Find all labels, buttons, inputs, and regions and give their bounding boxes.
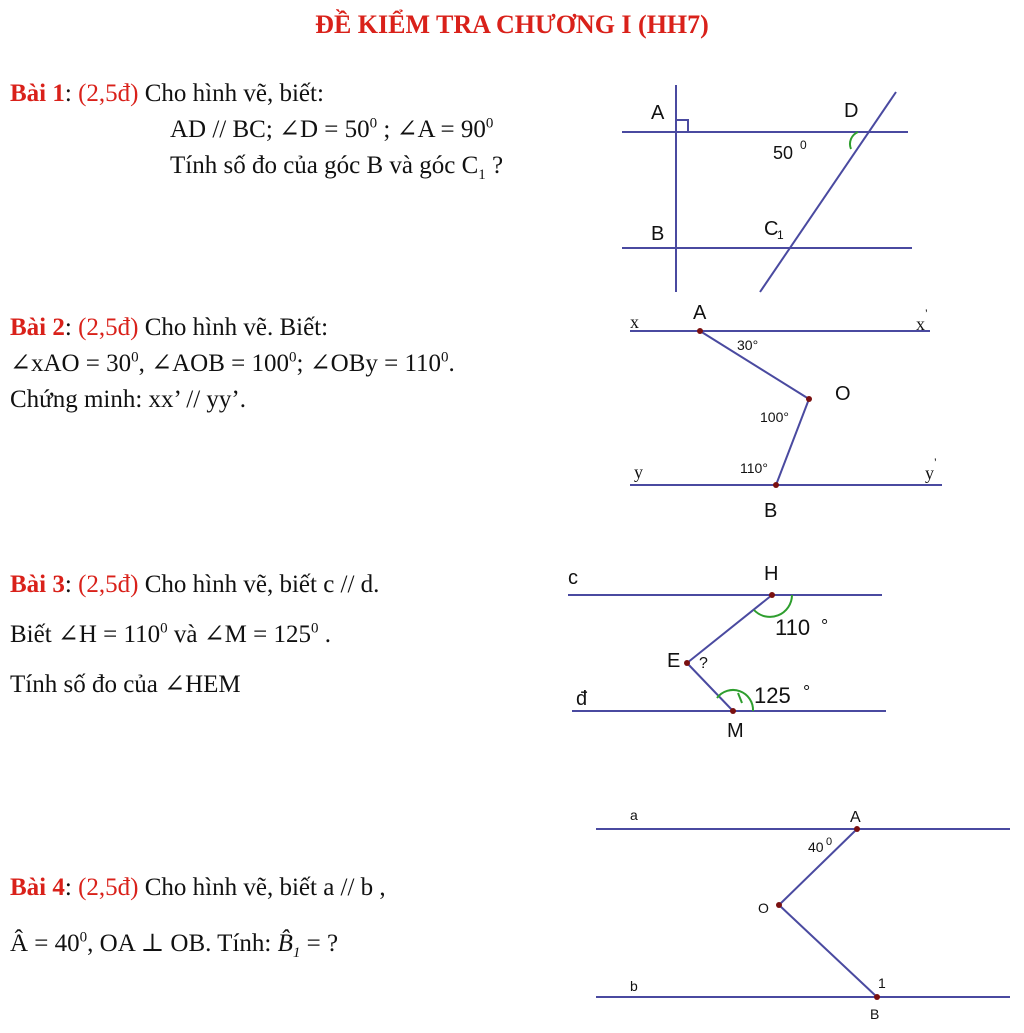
fig4-label-b-line: b	[630, 978, 638, 994]
fig2-label-a: A	[693, 302, 707, 324]
fig2-angle-100: 100°	[760, 409, 789, 425]
problem-4-intro: Cho hình vẽ, biết a // b ,	[144, 874, 386, 901]
fig4-label-o: O	[758, 900, 769, 916]
problem-1: Bài 1: (2,5đ) Cho hình vẽ, biết: AD // BC; ∠D = $50^0$ ; ∠A = $90^0$ Tính số đo của góc B và góc $C_1$ ?	[10, 80, 504, 183]
fig3-angle-110: 110	[775, 615, 811, 640]
problem-3-intro: Cho hình vẽ, biết c // d.	[144, 571, 380, 598]
fig1-angle-deg: 0	[800, 138, 807, 152]
fig3-label-q: ?	[699, 655, 708, 672]
problem-3: Bài 3: (2,5đ) Cho hình vẽ, biết c // d. Biết ∠H = $110^0$ và ∠M = $125^0$ . Tính số đo của ∠HEM	[10, 571, 380, 698]
fig3-segment-em	[687, 663, 733, 711]
problem-2-points: (2,5đ)	[78, 314, 139, 341]
problem-1-question: Tính số đo của góc B và góc C	[170, 152, 479, 179]
fig2-label-y: y	[634, 462, 643, 482]
problem-4: Bài 4: (2,5đ) Cho hình vẽ, biết a // b , Â = $40^0$, OA ⊥ OB. Tính: $B̂_1$ = ?	[10, 874, 386, 961]
fig2-label-x: x	[630, 312, 639, 332]
fig3-label-c: c	[568, 567, 578, 589]
fig3-point-m	[730, 708, 736, 714]
fig4-point-a	[854, 826, 860, 832]
fig1-label-c: C	[764, 218, 779, 240]
problem-2-intro: Cho hình vẽ. Biết:	[144, 314, 329, 341]
problem-1-given: AD // BC; ∠D = 50	[170, 116, 370, 143]
fig1-right-angle-mark	[676, 120, 688, 132]
fig2-point-a	[697, 328, 703, 334]
fig4-label-b: B	[870, 1006, 880, 1022]
fig1-line-dc	[760, 92, 896, 292]
fig4-label-a: A	[850, 809, 861, 826]
problem-1-label: Bài 1	[10, 80, 65, 107]
fig2-label-b: B	[764, 500, 778, 522]
problem-3-ask: Tính số đo của ∠HEM	[10, 671, 241, 698]
fig4-point-b	[874, 994, 880, 1000]
fig2-label-y-prime-mark: ’	[934, 456, 937, 470]
fig3-point-e	[684, 660, 690, 666]
fig1-label-b: B	[651, 223, 665, 245]
fig1-label-a: A	[651, 102, 665, 124]
fig4-angle-40: 40	[808, 839, 824, 855]
problem-2-label: Bài 2	[10, 314, 65, 341]
fig3-label-h: H	[764, 563, 779, 585]
fig1-angle-label: 50	[773, 143, 794, 163]
fig2-label-x-prime: x	[916, 314, 925, 334]
fig2-label-x-prime-mark: ’	[925, 307, 928, 321]
problem-3-points: (2,5đ)	[78, 571, 139, 598]
fig2-label-o: O	[835, 383, 851, 405]
problem-4-label: Bài 4	[10, 874, 65, 901]
fig2-angle-110: 110°	[740, 460, 768, 476]
fig2-point-b	[773, 482, 779, 488]
fig1-angle-d-arc	[850, 132, 858, 149]
fig3-angle-125-deg: °	[803, 682, 811, 702]
fig3-label-d: đ	[576, 688, 588, 710]
fig3-segment-he	[687, 595, 772, 663]
fig3-label-e: E	[667, 650, 681, 672]
fig3-angle-m-tick	[738, 693, 742, 703]
problem-3-given: Biết ∠H = $110^0$ và ∠M = $125^0$ .	[10, 620, 331, 648]
fig2-angle-30: 30°	[737, 337, 759, 353]
problem-1-points: (2,5đ)	[78, 80, 139, 107]
problem-3-label: Bài 3	[10, 571, 65, 598]
fig3-angle-110-deg: °	[821, 616, 829, 636]
problem-1-intro: Cho hình vẽ, biết:	[144, 80, 324, 107]
fig3-label-m: M	[727, 720, 744, 742]
fig3-point-h	[769, 592, 775, 598]
problem-2-given: ∠xAO = $30^0$, ∠AOB = $100^0$; ∠OBy = $110^0$.	[10, 349, 455, 377]
fig2-point-o	[806, 396, 812, 402]
fig2-label-y-prime: y	[925, 463, 934, 483]
fig4-label-a-line: a	[630, 807, 638, 823]
fig1-label-c-sub: 1	[777, 228, 784, 242]
problem-2-prove: Chứng minh: xx’ // yy’.	[10, 386, 246, 413]
fig4-point-o	[776, 902, 782, 908]
page-title: ĐỀ KIỂM TRA CHƯƠNG I (HH7)	[315, 10, 709, 39]
fig1-label-d: D	[844, 100, 859, 122]
fig4-label-1: 1	[878, 975, 886, 991]
problem-2: Bài 2: (2,5đ) Cho hình vẽ. Biết: ∠xAO = $30^0$, ∠AOB = $100^0$; ∠OBy = $110^0$. Chứng minh: xx’ // yy’.	[10, 314, 455, 413]
problem-4-given: Â = $40^0$, OA ⊥ OB. Tính: $B̂_1$ = ?	[10, 929, 339, 961]
fig4-segment-ob	[779, 905, 877, 997]
fig3-angle-125: 125	[754, 683, 791, 708]
problem-4-points: (2,5đ)	[78, 874, 139, 901]
fig4-angle-40-deg: 0	[826, 836, 833, 848]
